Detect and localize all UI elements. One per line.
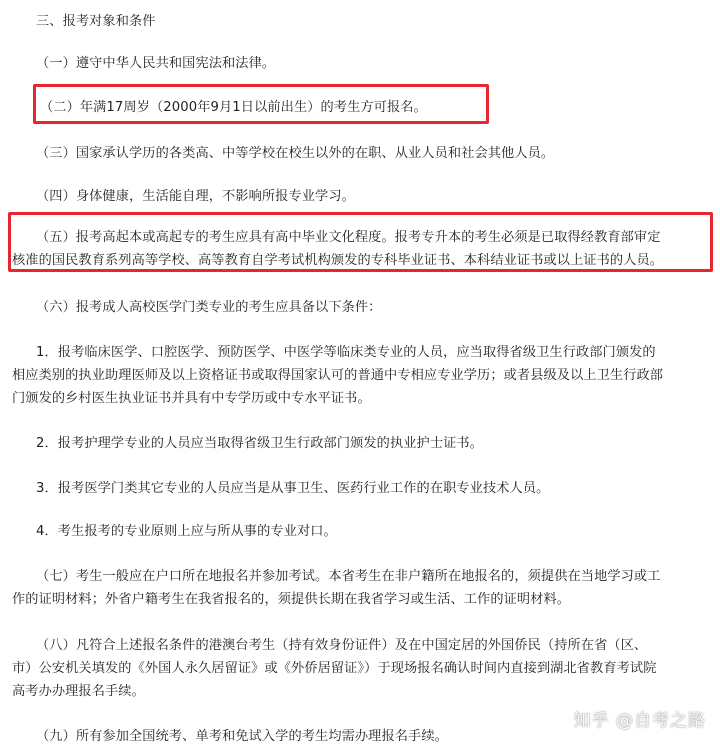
item-2: （二）年满17周岁（2000年9月1日以前出生）的考生方可报名。 bbox=[40, 100, 427, 115]
sub-item-4: 4．考生报考的专业原则上应与所从事的专业对口。 bbox=[36, 524, 337, 539]
item-8-line-3: 高考办办理报名手续。 bbox=[12, 684, 145, 699]
sub-item-1-line-1: 1．报考临床医学、口腔医学、预防医学、中医学等临床类专业的人员，应当取得省级卫生行政部门颁发的 bbox=[36, 345, 656, 360]
sub-item-3: 3．报考医学门类其它专业的人员应当是从事卫生、医药行业工作的在职专业技术人员。 bbox=[36, 481, 550, 496]
zhihu-watermark: 知乎 @自考之路 bbox=[573, 711, 706, 731]
item-7-line-1: （七）考生一般应在户口所在地报名并参加考试。本省考生在非户籍所在地报名的，须提供在当地学习或工 bbox=[36, 569, 661, 584]
section-heading: 三、报考对象和条件 bbox=[36, 14, 156, 29]
sub-item-1-line-3: 门颁发的乡村医生执业证书并具有中专学历或中专水平证书。 bbox=[12, 391, 371, 406]
item-8-line-1: （八）凡符合上述报名条件的港澳台考生（持有效身份证件）及在中国定居的外国侨民（持所在省（区、 bbox=[36, 638, 648, 653]
item-4: （四）身体健康，生活能自理，不影响所报专业学习。 bbox=[36, 189, 355, 204]
item-5-line-2: 核准的国民教育系列高等学校、高等教育自学考试机构颁发的专科毕业证书、本科结业证书或以上证书的人员。 bbox=[12, 253, 664, 268]
sub-item-2: 2．报考护理学专业的人员应当取得省级卫生行政部门颁发的执业护士证书。 bbox=[36, 436, 483, 451]
item-5-line-1: （五）报考高起本或高起专的考生应具有高中毕业文化程度。报考专升本的考生必须是已取得经教育部审定 bbox=[36, 230, 661, 245]
item-8-line-2: 市）公安机关填发的《外国人永久居留证》或《外侨居留证》）于现场报名确认时间内直接到湖北省教育考试院 bbox=[12, 661, 657, 676]
item-6: （六）报考成人高校医学门类专业的考生应具备以下条件： bbox=[36, 300, 382, 315]
sub-item-1-line-2: 相应类别的执业助理医师及以上资格证书或取得国家认可的普通中专相应专业学历；或者县级及以上卫生行政部 bbox=[12, 368, 664, 383]
item-1: （一）遵守中华人民共和国宪法和法律。 bbox=[36, 56, 276, 71]
item-7-line-2: 作的证明材料；外省户籍考生在我省报名的，须提供长期在我省学习或生活、工作的证明材料。 bbox=[12, 592, 571, 607]
item-9: （九）所有参加全国统考、单考和免试入学的考生均需办理报名手续。 bbox=[36, 729, 448, 744]
item-3: （三）国家承认学历的各类高、中等学校在校生以外的在职、从业人员和社会其他人员。 bbox=[36, 146, 555, 161]
